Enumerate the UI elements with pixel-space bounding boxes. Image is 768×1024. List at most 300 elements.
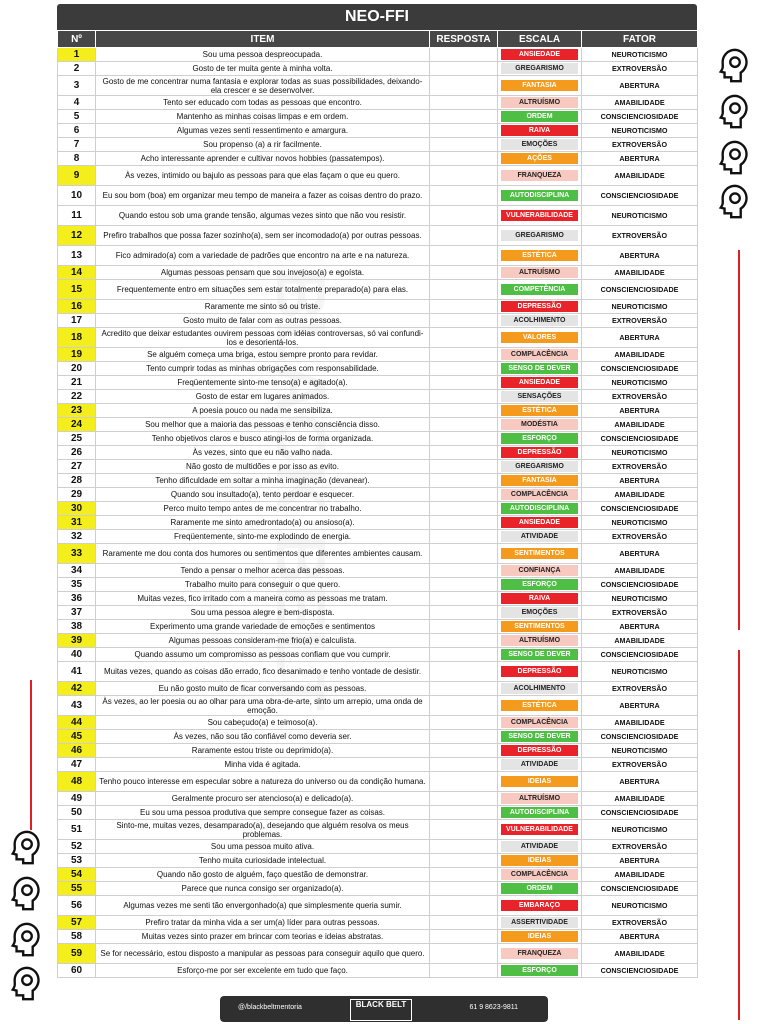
item-text: Esforço-me por ser excelente em tudo que faço.: [96, 964, 430, 978]
factor-cell: CONSCIENCIOSIDADE: [582, 502, 698, 516]
response-cell[interactable]: [430, 474, 498, 488]
response-cell[interactable]: [430, 648, 498, 662]
table-row: [58, 840, 698, 854]
table-row: [58, 882, 698, 896]
brain-head-icon: [8, 828, 46, 866]
scale-badge: ESFORÇO: [501, 965, 578, 976]
table-row: [58, 648, 698, 662]
table-row: [58, 362, 698, 376]
scale-cell: [498, 772, 582, 792]
scale-cell: [498, 152, 582, 166]
scale-cell: [498, 138, 582, 152]
response-cell[interactable]: [430, 376, 498, 390]
factor-cell: ABERTURA: [582, 152, 698, 166]
scale-badge: GREGARISMO: [501, 63, 578, 74]
table-row: [58, 806, 698, 820]
scale-cell: [498, 916, 582, 930]
factor-cell: CONSCIENCIOSIDADE: [582, 964, 698, 978]
item-number: 28: [58, 474, 96, 488]
questionnaire-table: [57, 30, 698, 978]
scale-badge: SENSAÇÕES: [501, 391, 578, 402]
factor-cell: AMABILIDADE: [582, 868, 698, 882]
scale-cell: [498, 124, 582, 138]
table-row: [58, 820, 698, 840]
table-row: [58, 592, 698, 606]
item-number: 4: [58, 96, 96, 110]
scale-badge: ANSIEDADE: [501, 49, 578, 60]
item-text: Às vezes, intimido ou bajulo as pessoas para que elas façam o que eu quero.: [96, 166, 430, 186]
table-row: [58, 662, 698, 682]
footer-bar: [220, 996, 548, 1022]
factor-cell: EXTROVERSÃO: [582, 138, 698, 152]
scale-badge: FRANQUEZA: [501, 948, 578, 959]
scale-cell: [498, 432, 582, 446]
scale-badge: ALTRUÍSMO: [501, 635, 578, 646]
item-text: Tento ser educado com todas as pessoas que encontro.: [96, 96, 430, 110]
scale-badge: COMPLACÊNCIA: [501, 349, 578, 360]
item-number: 57: [58, 916, 96, 930]
scale-badge: DEPRESSÃO: [501, 745, 578, 756]
item-number: 12: [58, 226, 96, 246]
scale-cell: [498, 964, 582, 978]
response-cell[interactable]: [430, 516, 498, 530]
response-cell[interactable]: [430, 246, 498, 266]
factor-cell: CONSCIENCIOSIDADE: [582, 280, 698, 300]
scale-cell: [498, 682, 582, 696]
table-row: [58, 488, 698, 502]
brain-head-icon: [8, 874, 46, 912]
response-cell[interactable]: [430, 758, 498, 772]
scale-badge: IDEIAS: [501, 776, 578, 787]
scale-cell: [498, 418, 582, 432]
factor-cell: ABERTURA: [582, 404, 698, 418]
item-number: 43: [58, 696, 96, 716]
item-number: 2: [58, 62, 96, 76]
factor-cell: AMABILIDADE: [582, 792, 698, 806]
response-cell[interactable]: [430, 578, 498, 592]
scale-cell: [498, 348, 582, 362]
scale-cell: [498, 744, 582, 758]
item-text: Quando assumo um compromisso as pessoas confiam que vou cumprir.: [96, 648, 430, 662]
item-text: Tenho objetivos claros e busco atingi-los de forma organizada.: [96, 432, 430, 446]
item-number: 5: [58, 110, 96, 124]
scale-badge: GREGARISMO: [501, 230, 578, 241]
item-text: Muitas vezes, fico irritado com a maneira como as pessoas me tratam.: [96, 592, 430, 606]
scale-cell: [498, 246, 582, 266]
table-row: [58, 266, 698, 280]
item-text: Sinto-me, muitas vezes, desamparado(a), desejando que alguém resolva os meus problemas.: [96, 820, 430, 840]
item-text: Frequentemente entro em situações sem estar totalmente preparado(a) para elas.: [96, 280, 430, 300]
factor-cell: EXTROVERSÃO: [582, 758, 698, 772]
table-header-row: [58, 31, 698, 48]
item-text: Tenho pouco interesse em especular sobre a natureza do universo ou da condição humana.: [96, 772, 430, 792]
factor-cell: NEUROTICISMO: [582, 744, 698, 758]
response-cell[interactable]: [430, 166, 498, 186]
item-number: 48: [58, 772, 96, 792]
factor-cell: NEUROTICISMO: [582, 300, 698, 314]
item-text: Prefiro trabalhos que possa fazer sozinho(a), sem ser incomodado(a) por outras pessoas.: [96, 226, 430, 246]
table-row: [58, 916, 698, 930]
response-cell[interactable]: [430, 124, 498, 138]
table-row: [58, 432, 698, 446]
response-cell[interactable]: [430, 716, 498, 730]
response-cell[interactable]: [430, 806, 498, 820]
response-cell[interactable]: [430, 280, 498, 300]
response-cell[interactable]: [430, 964, 498, 978]
item-number: 33: [58, 544, 96, 564]
table-row: [58, 404, 698, 418]
factor-cell: EXTROVERSÃO: [582, 916, 698, 930]
scale-cell: [498, 48, 582, 62]
item-number: 3: [58, 76, 96, 96]
factor-cell: NEUROTICISMO: [582, 896, 698, 916]
response-cell[interactable]: [430, 502, 498, 516]
factor-cell: ABERTURA: [582, 696, 698, 716]
response-cell[interactable]: [430, 820, 498, 840]
scale-badge: ESTÉTICA: [501, 405, 578, 416]
response-cell[interactable]: [430, 110, 498, 124]
response-cell[interactable]: [430, 564, 498, 578]
factor-cell: EXTROVERSÃO: [582, 390, 698, 404]
scale-badge: ESTÉTICA: [501, 700, 578, 711]
item-number: 1: [58, 48, 96, 62]
item-number: 18: [58, 328, 96, 348]
scale-cell: [498, 758, 582, 772]
scale-badge: VULNERABILIDADE: [501, 210, 578, 221]
item-number: 15: [58, 280, 96, 300]
factor-cell: EXTROVERSÃO: [582, 530, 698, 544]
response-cell[interactable]: [430, 266, 498, 280]
response-cell[interactable]: [430, 620, 498, 634]
scale-badge: ALTRUÍSMO: [501, 793, 578, 804]
scale-badge: ATIVIDADE: [501, 759, 578, 770]
item-number: 46: [58, 744, 96, 758]
item-number: 31: [58, 516, 96, 530]
item-text: Prefiro tratar da minha vida a ser um(a) líder para outras pessoas.: [96, 916, 430, 930]
response-cell[interactable]: [430, 592, 498, 606]
item-number: 59: [58, 944, 96, 964]
table-row: [58, 896, 698, 916]
scale-cell: [498, 404, 582, 418]
response-cell[interactable]: [430, 404, 498, 418]
response-cell[interactable]: [430, 348, 498, 362]
table-row: [58, 730, 698, 744]
item-number: 16: [58, 300, 96, 314]
scale-cell: [498, 390, 582, 404]
factor-cell: AMABILIDADE: [582, 488, 698, 502]
response-cell[interactable]: [430, 488, 498, 502]
item-number: 7: [58, 138, 96, 152]
scale-cell: [498, 502, 582, 516]
table-row: [58, 854, 698, 868]
header-fator: FATOR: [582, 31, 698, 48]
scale-badge: FANTASIA: [501, 475, 578, 486]
response-cell[interactable]: [430, 314, 498, 328]
table-row: [58, 868, 698, 882]
factor-cell: CONSCIENCIOSIDADE: [582, 578, 698, 592]
table-row: [58, 696, 698, 716]
scale-badge: ATIVIDADE: [501, 841, 578, 852]
factor-cell: AMABILIDADE: [582, 564, 698, 578]
response-cell[interactable]: [430, 62, 498, 76]
response-cell[interactable]: [430, 744, 498, 758]
response-cell[interactable]: [430, 530, 498, 544]
scale-cell: [498, 446, 582, 460]
item-number: 42: [58, 682, 96, 696]
item-number: 19: [58, 348, 96, 362]
response-cell[interactable]: [430, 544, 498, 564]
response-cell[interactable]: [430, 930, 498, 944]
table-row: [58, 390, 698, 404]
right-decor-line-top: [738, 250, 740, 630]
left-decor-line: [30, 680, 32, 830]
response-cell[interactable]: [430, 390, 498, 404]
table-row: [58, 226, 698, 246]
scale-badge: AÇÕES: [501, 153, 578, 164]
item-number: 44: [58, 716, 96, 730]
scale-cell: [498, 96, 582, 110]
response-cell[interactable]: [430, 662, 498, 682]
scale-cell: [498, 328, 582, 348]
scale-badge: ANSIEDADE: [501, 517, 578, 528]
item-text: Sou uma pessoa despreocupada.: [96, 48, 430, 62]
item-number: 47: [58, 758, 96, 772]
scale-badge: EMOÇÕES: [501, 607, 578, 618]
table-row: [58, 110, 698, 124]
response-cell[interactable]: [430, 772, 498, 792]
item-number: 55: [58, 882, 96, 896]
factor-cell: NEUROTICISMO: [582, 516, 698, 530]
item-text: Freqüentemente sinto-me tenso(a) e agitado(a).: [96, 376, 430, 390]
table-row: [58, 328, 698, 348]
scale-badge: COMPLACÊNCIA: [501, 717, 578, 728]
scale-badge: IDEIAS: [501, 855, 578, 866]
factor-cell: ABERTURA: [582, 76, 698, 96]
item-number: 53: [58, 854, 96, 868]
response-cell[interactable]: [430, 328, 498, 348]
factor-cell: CONSCIENCIOSIDADE: [582, 362, 698, 376]
response-cell[interactable]: [430, 418, 498, 432]
response-cell[interactable]: [430, 896, 498, 916]
response-cell[interactable]: [430, 48, 498, 62]
scale-badge: COMPLACÊNCIA: [501, 489, 578, 500]
scale-cell: [498, 62, 582, 76]
scale-cell: [498, 662, 582, 682]
item-text: Minha vida é agitada.: [96, 758, 430, 772]
response-cell[interactable]: [430, 868, 498, 882]
table-row: [58, 964, 698, 978]
factor-cell: AMABILIDADE: [582, 348, 698, 362]
factor-cell: NEUROTICISMO: [582, 592, 698, 606]
phone-number[interactable]: 61 9 8623-9811: [469, 1004, 518, 1011]
item-text: Freqüentemente, sinto-me explodindo de energia.: [96, 530, 430, 544]
factor-cell: AMABILIDADE: [582, 944, 698, 964]
table-row: [58, 124, 698, 138]
factor-cell: ABERTURA: [582, 474, 698, 488]
scale-badge: COMPLACÊNCIA: [501, 869, 578, 880]
scale-badge: DEPRESSÃO: [501, 301, 578, 312]
scale-cell: [498, 516, 582, 530]
item-text: Geralmente procuro ser atencioso(a) e delicado(a).: [96, 792, 430, 806]
factor-cell: AMABILIDADE: [582, 716, 698, 730]
response-cell[interactable]: [430, 840, 498, 854]
item-text: Quando estou sob uma grande tensão, algumas vezes sinto que não vou resistir.: [96, 206, 430, 226]
item-number: 34: [58, 564, 96, 578]
table-row: [58, 634, 698, 648]
response-cell[interactable]: [430, 152, 498, 166]
item-text: Quando não gosto de alguém, faço questão de demonstrar.: [96, 868, 430, 882]
item-number: 51: [58, 820, 96, 840]
item-text: Trabalho muito para conseguir o que quero.: [96, 578, 430, 592]
response-cell[interactable]: [430, 682, 498, 696]
response-cell[interactable]: [430, 460, 498, 474]
response-cell[interactable]: [430, 226, 498, 246]
item-text: Gosto de estar em lugares animados.: [96, 390, 430, 404]
table-row: [58, 246, 698, 266]
scale-badge: EMBARAÇO: [501, 900, 578, 911]
scale-cell: [498, 186, 582, 206]
item-number: 17: [58, 314, 96, 328]
table-row: [58, 62, 698, 76]
factor-cell: ABERTURA: [582, 854, 698, 868]
response-cell[interactable]: [430, 944, 498, 964]
item-number: 54: [58, 868, 96, 882]
factor-cell: NEUROTICISMO: [582, 376, 698, 390]
item-number: 25: [58, 432, 96, 446]
scale-badge: RAIVA: [501, 125, 578, 136]
factor-cell: ABERTURA: [582, 930, 698, 944]
scale-cell: [498, 716, 582, 730]
item-number: 11: [58, 206, 96, 226]
item-text: Sou melhor que a maioria das pessoas e tenho consciência disso.: [96, 418, 430, 432]
table-row: [58, 620, 698, 634]
response-cell[interactable]: [430, 916, 498, 930]
item-number: 20: [58, 362, 96, 376]
response-cell[interactable]: [430, 634, 498, 648]
scale-cell: [498, 840, 582, 854]
item-number: 45: [58, 730, 96, 744]
response-cell[interactable]: [430, 76, 498, 96]
table-row: [58, 76, 698, 96]
factor-cell: CONSCIENCIOSIDADE: [582, 882, 698, 896]
item-text: Gosto de ter muita gente à minha volta.: [96, 62, 430, 76]
item-text: Muitas vezes sinto prazer em brincar com teorias e ideias abstratas.: [96, 930, 430, 944]
scale-cell: [498, 474, 582, 488]
brain-head-icon: [716, 138, 754, 176]
item-text: Mantenho as minhas coisas limpas e em ordem.: [96, 110, 430, 124]
scale-badge: SENSO DE DEVER: [501, 363, 578, 374]
table-row: [58, 418, 698, 432]
table-row: [58, 474, 698, 488]
response-cell[interactable]: [430, 206, 498, 226]
response-cell[interactable]: [430, 362, 498, 376]
factor-cell: EXTROVERSÃO: [582, 314, 698, 328]
scale-cell: [498, 578, 582, 592]
table-row: [58, 530, 698, 544]
table-row: [58, 138, 698, 152]
factor-cell: CONSCIENCIOSIDADE: [582, 806, 698, 820]
scale-badge: ALTRUÍSMO: [501, 97, 578, 108]
table-row: [58, 772, 698, 792]
scale-cell: [498, 226, 582, 246]
table-row: [58, 280, 698, 300]
scale-badge: DEPRESSÃO: [501, 447, 578, 458]
item-text: Se alguém começa uma briga, estou sempre pronto para revidar.: [96, 348, 430, 362]
response-cell[interactable]: [430, 882, 498, 896]
response-cell[interactable]: [430, 606, 498, 620]
response-cell[interactable]: [430, 730, 498, 744]
factor-cell: CONSCIENCIOSIDADE: [582, 648, 698, 662]
response-cell[interactable]: [430, 432, 498, 446]
scale-cell: [498, 792, 582, 806]
item-number: 37: [58, 606, 96, 620]
table-row: [58, 376, 698, 390]
factor-cell: CONSCIENCIOSIDADE: [582, 110, 698, 124]
item-number: 10: [58, 186, 96, 206]
item-number: 21: [58, 376, 96, 390]
response-cell[interactable]: [430, 792, 498, 806]
scale-badge: RAIVA: [501, 593, 578, 604]
factor-cell: NEUROTICISMO: [582, 206, 698, 226]
scale-badge: GREGARISMO: [501, 461, 578, 472]
factor-cell: ABERTURA: [582, 246, 698, 266]
item-text: Tendo a pensar o melhor acerca das pessoas.: [96, 564, 430, 578]
scale-badge: ATIVIDADE: [501, 531, 578, 542]
item-number: 36: [58, 592, 96, 606]
brand-logo: BLACK BELT: [350, 999, 412, 1021]
table-row: [58, 186, 698, 206]
scale-cell: [498, 620, 582, 634]
item-text: Algumas vezes me senti tão envergonhado(a) que simplesmente queria sumir.: [96, 896, 430, 916]
scale-cell: [498, 76, 582, 96]
scale-badge: ACOLHIMENTO: [501, 683, 578, 694]
table-row: [58, 758, 698, 772]
response-cell[interactable]: [430, 854, 498, 868]
page-title: NEO-FFI: [57, 4, 697, 30]
scale-cell: [498, 896, 582, 916]
table-row: [58, 300, 698, 314]
response-cell[interactable]: [430, 138, 498, 152]
scale-cell: [498, 110, 582, 124]
scale-badge: AUTODISCIPLINA: [501, 503, 578, 514]
response-cell[interactable]: [430, 300, 498, 314]
table-row: [58, 502, 698, 516]
factor-cell: AMABILIDADE: [582, 266, 698, 280]
table-row: [58, 206, 698, 226]
item-text: Algumas pessoas pensam que sou invejoso(a) e egoísta.: [96, 266, 430, 280]
scale-cell: [498, 280, 582, 300]
item-number: 8: [58, 152, 96, 166]
scale-cell: [498, 300, 582, 314]
response-cell[interactable]: [430, 696, 498, 716]
instagram-handle[interactable]: @/blackbeltmentoria: [238, 1004, 302, 1011]
response-cell[interactable]: [430, 186, 498, 206]
scale-badge: ALTRUÍSMO: [501, 267, 578, 278]
response-cell[interactable]: [430, 96, 498, 110]
factor-cell: EXTROVERSÃO: [582, 460, 698, 474]
factor-cell: NEUROTICISMO: [582, 820, 698, 840]
scale-badge: ESFORÇO: [501, 433, 578, 444]
scale-badge: SENSO DE DEVER: [501, 649, 578, 660]
table-row: [58, 744, 698, 758]
item-text: Fico admirado(a) com a variedade de padrões que encontro na arte e na natureza.: [96, 246, 430, 266]
table-row: [58, 516, 698, 530]
item-text: Às vezes, não sou tão confiável como deveria ser.: [96, 730, 430, 744]
response-cell[interactable]: [430, 446, 498, 460]
item-number: 26: [58, 446, 96, 460]
scale-cell: [498, 266, 582, 280]
item-text: Não gosto de multidões e por isso as evito.: [96, 460, 430, 474]
